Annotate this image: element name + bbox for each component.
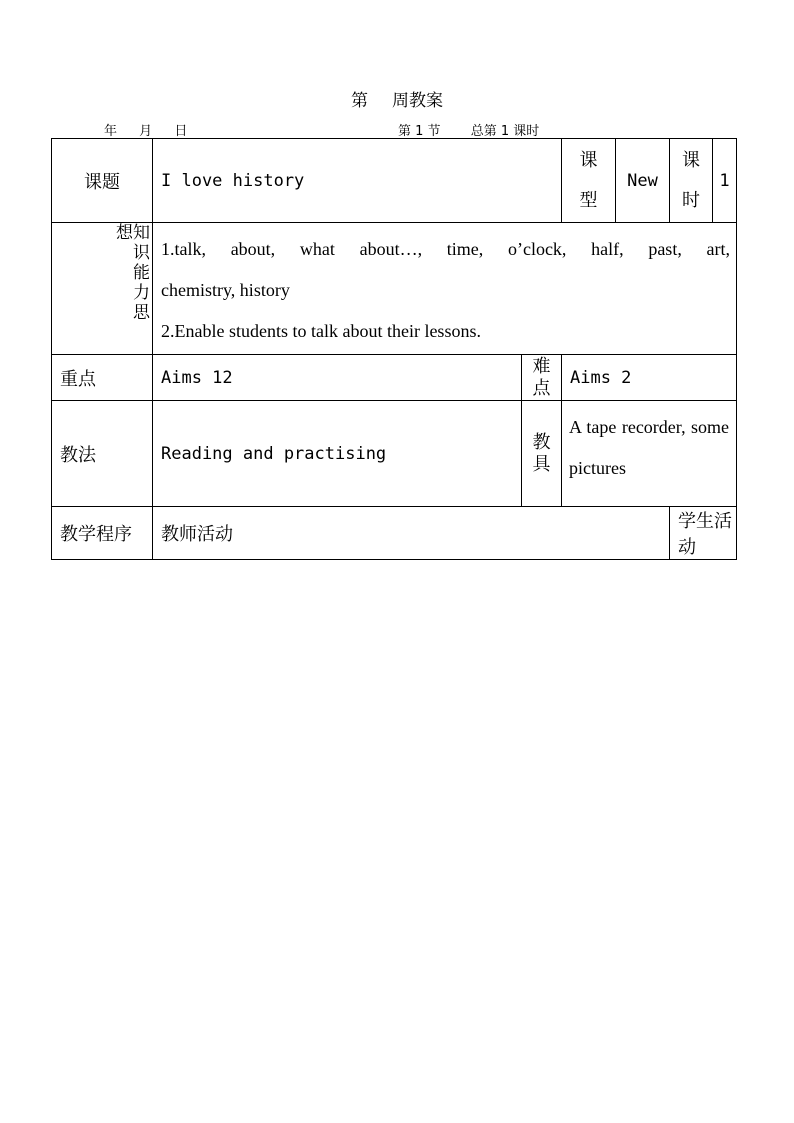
procedure-label: 教学程序 bbox=[52, 507, 153, 560]
objectives-label-cell bbox=[52, 223, 153, 355]
lesson-plan-table bbox=[51, 138, 737, 560]
type-label-cell bbox=[562, 139, 616, 223]
objective-1-line-2: chemistry, history bbox=[161, 280, 290, 300]
student-activity-label: 学生活动 bbox=[670, 507, 737, 560]
difficulty-value: Aims 2 bbox=[562, 355, 737, 401]
section-label: 第 1 节 bbox=[398, 124, 441, 139]
total-lesson-label: 总第 1 课时 bbox=[470, 124, 540, 139]
topic-value: I love history bbox=[153, 139, 562, 223]
day-label: 日 bbox=[174, 124, 188, 139]
key-row bbox=[52, 355, 737, 401]
date-line bbox=[104, 120, 205, 139]
method-label: 教法 bbox=[52, 401, 153, 507]
objectives-label-char-1: 想 bbox=[116, 223, 133, 243]
objective-1-line-1: 1.talk, about, what about…, time, o’clock, half, past, art, bbox=[161, 239, 730, 259]
key-label: 重点 bbox=[52, 355, 153, 401]
hours-label-2: 时 bbox=[682, 189, 700, 211]
lesson-number-line bbox=[398, 120, 565, 139]
year-label: 年 bbox=[104, 124, 118, 139]
title-part-2: 周教案 bbox=[392, 91, 443, 111]
type-value: New bbox=[616, 139, 670, 223]
method-row bbox=[52, 401, 737, 507]
page-title bbox=[0, 86, 794, 111]
objectives-label-char-6: 思 bbox=[133, 303, 150, 323]
tools-label-cell bbox=[522, 401, 562, 507]
procedure-header-row bbox=[52, 507, 737, 560]
objectives-content bbox=[153, 223, 737, 355]
tools-value: A tape recorder, some pictures bbox=[562, 401, 737, 507]
title-part-1: 第 bbox=[351, 91, 368, 111]
objective-2: 2.Enable students to talk about their lessons. bbox=[161, 321, 481, 341]
hours-value: 1 bbox=[713, 139, 737, 223]
tools-label-1: 教 bbox=[532, 431, 551, 453]
key-value: Aims 12 bbox=[153, 355, 522, 401]
objectives-label-char-3: 识 bbox=[133, 243, 150, 263]
objectives-label-char-2: 知 bbox=[133, 223, 150, 243]
hours-label-cell bbox=[670, 139, 713, 223]
objectives-label-char-5: 力 bbox=[133, 283, 150, 303]
difficulty-label-2: 点 bbox=[532, 377, 551, 399]
method-value: Reading and practising bbox=[153, 401, 522, 507]
tools-label-2: 具 bbox=[532, 453, 551, 475]
objectives-row bbox=[52, 223, 737, 355]
difficulty-label-cell bbox=[522, 355, 562, 401]
difficulty-label-1: 难 bbox=[532, 355, 551, 377]
teacher-activity-label: 教师活动 bbox=[153, 507, 670, 560]
month-label: 月 bbox=[139, 124, 153, 139]
hours-label-1: 课 bbox=[682, 149, 700, 171]
topic-row bbox=[52, 139, 737, 223]
objectives-label-char-4: 能 bbox=[133, 263, 150, 283]
type-label-1: 课 bbox=[579, 149, 598, 171]
topic-label: 课题 bbox=[52, 139, 153, 223]
type-label-2: 型 bbox=[579, 189, 598, 211]
